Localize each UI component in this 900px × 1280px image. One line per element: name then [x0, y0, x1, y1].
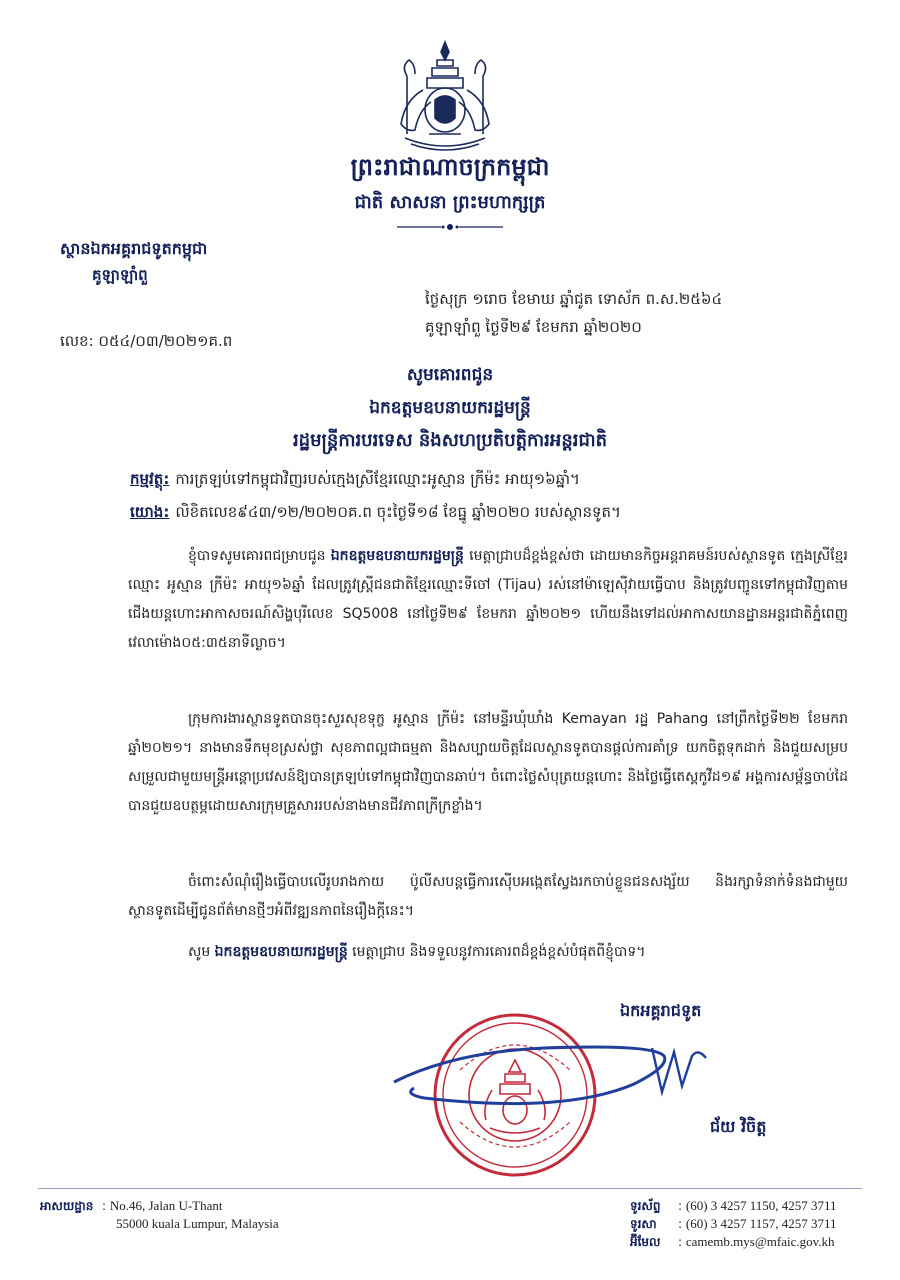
reference-number: លេខ: ០៥៤/០៣/២០២១គ.ព [60, 332, 233, 350]
divider-ornament-icon [395, 222, 505, 232]
reference-text: លិខិតលេខ៩៤៣/១២/២០២០គ.ព ចុះថ្ងៃទី១៨ ខែធ្នូ ឆ្នាំ២០២០ របស់ស្ថានទូត។ [175, 503, 621, 521]
body-paragraph-4 [128, 938, 848, 967]
fax-value: (60) 3 4257 1157, 4257 3711 [685, 1216, 837, 1231]
national-motto: ជាតិ សាសនា ព្រះមហាក្សត្រ [354, 192, 546, 213]
footer-address: អាសយដ្ឋាន : No.46, Jalan U-Thant 55000 kuala Lumpur, Malaysia [40, 1198, 279, 1231]
lunar-date: ថ្ងៃសុក្រ ១រោច ខែមាឃ ឆ្នាំជូត ទោស័ក ព.ស.២៥៦៤ [425, 290, 723, 308]
reference-row [130, 503, 850, 525]
subject-label: កម្មវត្ថុ: [130, 470, 170, 488]
address-label: អាសយដ្ឋាន [40, 1199, 94, 1213]
address-line-1: No.46, Jalan U-Thant [109, 1198, 223, 1213]
reference-label: យោង: [130, 503, 170, 521]
fax-label: ទូរសា [630, 1217, 657, 1231]
p4-bold-title: ឯកឧត្តមឧបនាយករដ្ឋមន្ត្រី [214, 944, 348, 960]
kingdom-title: ព្រះរាជាណាចក្រកម្ពុជា [350, 153, 550, 181]
email-label: អ៊ីមែល [630, 1235, 661, 1249]
p1-bold-title: ឯកឧត្តមឧបនាយករដ្ឋមន្ត្រី [330, 548, 464, 564]
body-paragraph-3 [128, 868, 848, 926]
p4-rest: មេត្តាជ្រាប និងទទួលនូវការគោរពដ៏ខ្ពង់ខ្ពស់បំផុតពីខ្ញុំបាទ។ [352, 944, 646, 960]
p1-rest: មេត្តាជ្រាបដ៏ខ្ពង់ខ្ពស់ថា ដោយមានកិច្ចអន្តរាគមន៍របស់ស្ថានទូត ក្មេងស្រីខ្មែរឈ្មោះ អូស្មាន ក្រីម៉ះ អាយុ១៦ឆ្នាំ ដែលត្រូវស្រ្តីជនជាតិខ្មែរឈ្មោះទីចៅ (Tijau) រស់នៅម៉ាឡេស៊ីវាយធ្វើបាប និងត្រូវបញ្ជូនទៅកម្ពុជាវិញតាមជើងយន្តហោះអាកាសចរណ៍សិង្ហបុរីលេខ SQ5008 នៅថ្ងៃទី២៩ ខែមករា ឆ្នាំ២០២១ ហើយនឹងទៅដល់អាកាសយានដ្ឋានអន្តរជាតិភ្នំពេញវេលាម៉ោង០៥:៣៥នាទីល្ងាច។ [128, 548, 849, 651]
p4-lead: សូម [188, 944, 211, 960]
signer-name: ជ័យ វិចិត្ត [710, 1117, 767, 1136]
p2-text: ក្រុមការងារស្ថានទូតបានចុះសួរសុខទុក្ខ អូស្មាន ក្រីម៉ះ នៅមន្ទីរឃុំឃាំង Kemayan រដ្ឋ Pahang នៅព្រឹកថ្ងៃទី២២ ខែមករា ឆ្នាំ២០២១។ នាងមានទឹកមុខស្រស់ថ្លា សុខភាពល្អជាធម្មតា និងសប្បាយចិត្តដែលស្ថានទូតបានផ្តល់ការគាំទ្រ យកចិត្តទុកដាក់ និងជួយសម្របសម្រួលជាមួយមន្ត្រីអន្តោប្រវេសន៍ឱ្យបានត្រឡប់ទៅកម្ពុជាវិញបានឆាប់។ ចំពោះថ្លៃសំបុត្រយន្តហោះ និងថ្លៃធ្វើតេស្តកូវីដ១៩ អង្គការសម្ព័ន្ធចាប់ដៃបានជួយឧបត្ថម្ភដោយសារក្រុមគ្រួសាររបស់នាងមានជីវភាពក្រីក្រខ្លាំង។ [128, 711, 848, 814]
sender-office: ស្ថានឯកអគ្គរាជទូតកម្ពុជា [60, 239, 208, 258]
body-paragraph-2 [128, 705, 848, 821]
footer-contacts: ទូរស័ព្ទ : (60) 3 4257 1150, 4257 3711 ទូរសា : (60) 3 4257 1157, 4257 3711 អ៊ីមែល : camemb.mys@mfaic.gov.kh [630, 1198, 837, 1252]
sender-city: គូឡាឡាំពួ [92, 266, 148, 284]
phone-value: (60) 3 4257 1150, 4257 3711 [685, 1198, 837, 1213]
salutation: សូមគោរពជូន [406, 365, 494, 385]
email-value[interactable]: camemb.mys@mfaic.gov.kh [685, 1234, 835, 1249]
address-line-2: 55000 kuala Lumpur, Malaysia [116, 1216, 279, 1231]
p1-lead: ខ្ញុំបាទសូមគោរពជម្រាបជូន [188, 548, 326, 564]
body-paragraph-1 [128, 542, 848, 658]
solar-date: គូឡាឡាំពួ ថ្ងៃទី២៩ ខែមករា ឆ្នាំ២០២០ [425, 318, 642, 336]
royal-arms-emblem-icon [385, 38, 505, 153]
subject-text: ការត្រឡប់ទៅកម្ពុជាវិញរបស់ក្មេងស្រីខ្មែរឈ្មោះអូស្មាន ក្រីម៉ះ អាយុ១៦ឆ្នាំ។ [175, 470, 580, 488]
p3-text: ចំពោះសំណុំរឿងធ្វើបាបលើរូបរាងកាយ ប៉ូលីសបន្តធ្វើការស៊ើបអង្កេតស្វែងរកចាប់ខ្លួនជនសង្ស័យ និងរក្សាទំនាក់ទំនងជាមួយស្ថានទូតដើម្បីជូនព័ត៌មានថ្មីៗអំពីវឌ្ឍនភាពនៃរឿងក្តីនេះ។ [128, 874, 848, 919]
phone-label: ទូរស័ព្ទ [630, 1199, 661, 1213]
footer-divider [38, 1188, 862, 1189]
subject-row [130, 470, 850, 492]
addressee-title: ឯកឧត្តមឧបនាយករដ្ឋមន្ត្រី [369, 398, 531, 418]
signer-title: ឯកអគ្គរាជទូត [620, 1001, 702, 1020]
addressee-ministry: រដ្ឋមន្ត្រីការបរទេស និងសហប្រតិបត្តិការអន្តរជាតិ [292, 430, 608, 451]
handwritten-signature-icon [390, 1020, 730, 1130]
